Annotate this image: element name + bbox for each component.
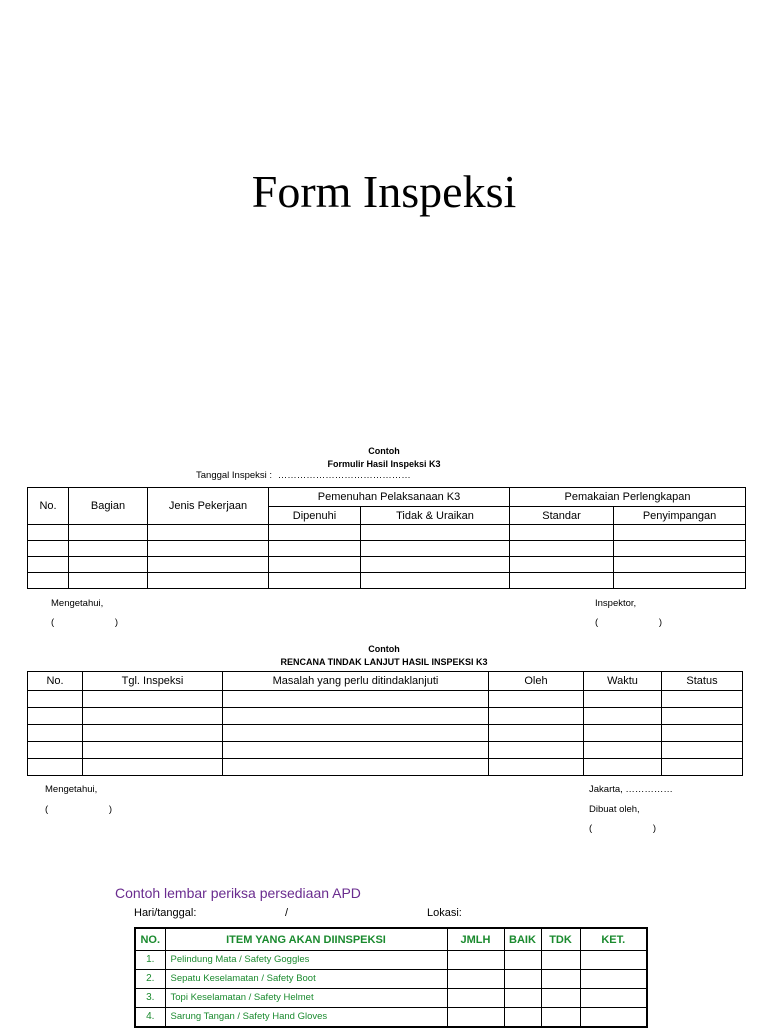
- inspection-result-table: [27, 487, 746, 589]
- cell[interactable]: [584, 759, 662, 776]
- cell-ket[interactable]: [580, 1008, 647, 1028]
- cell[interactable]: [28, 725, 83, 742]
- header-standar: Standar: [510, 507, 614, 525]
- cell-jmlh[interactable]: [447, 1008, 504, 1028]
- form1-inspektor-label: Inspektor,: [595, 598, 637, 609]
- form2-place-date: Jakarta, ……………: [589, 784, 673, 795]
- cell-jmlh[interactable]: [447, 951, 504, 970]
- cell[interactable]: [269, 557, 361, 573]
- header-no: NO.: [135, 928, 165, 951]
- header-jenis-pekerjaan: Jenis Pekerjaan: [148, 488, 269, 525]
- row-item: Sepatu Keselamatan / Safety Boot: [165, 970, 447, 989]
- cell[interactable]: [83, 691, 223, 708]
- cell[interactable]: [69, 525, 148, 541]
- cell[interactable]: [28, 557, 69, 573]
- cell[interactable]: [489, 708, 584, 725]
- header-tidak: Tidak & Uraikan: [361, 507, 510, 525]
- form1-title: Formulir Hasil Inspeksi K3: [327, 459, 441, 469]
- cell-baik[interactable]: [504, 989, 541, 1008]
- cell[interactable]: [510, 525, 614, 541]
- header-no: No.: [28, 488, 69, 525]
- cell[interactable]: [223, 708, 489, 725]
- cell[interactable]: [148, 541, 269, 557]
- table-row: [28, 525, 746, 541]
- table-row: [28, 708, 743, 725]
- table-row: [135, 970, 647, 989]
- cell[interactable]: [28, 708, 83, 725]
- header-ket: KET.: [580, 928, 647, 951]
- cell[interactable]: [223, 725, 489, 742]
- table-row: [28, 573, 746, 589]
- row-no: 4.: [135, 1008, 165, 1028]
- cell[interactable]: [28, 742, 83, 759]
- form1-mengetahui-label: Mengetahui,: [51, 598, 104, 609]
- header-pemakaian: Pemakaian Perlengkapan: [510, 488, 746, 507]
- form1-inspektor-signature: ( ): [595, 617, 663, 628]
- table-row: [28, 557, 746, 573]
- row-item: Topi Keselamatan / Safety Helmet: [165, 989, 447, 1008]
- header-penyimpangan: Penyimpangan: [614, 507, 746, 525]
- form1-caption: Contoh: [368, 446, 400, 456]
- row-no: 1.: [135, 951, 165, 970]
- apd-lokasi-label: Lokasi:: [427, 907, 462, 919]
- cell[interactable]: [614, 573, 746, 589]
- table-row: [135, 1008, 647, 1028]
- cell[interactable]: [83, 759, 223, 776]
- cell[interactable]: [28, 525, 69, 541]
- follow-up-plan-table: [27, 671, 743, 776]
- apd-checklist-table: [134, 927, 648, 1028]
- table-row: [28, 541, 746, 557]
- cell[interactable]: [28, 541, 69, 557]
- cell[interactable]: [223, 759, 489, 776]
- cell-ket[interactable]: [580, 970, 647, 989]
- cell[interactable]: [361, 525, 510, 541]
- cell[interactable]: [83, 725, 223, 742]
- header-waktu: Waktu: [584, 672, 662, 691]
- row-item: Sarung Tangan / Safety Hand Gloves: [165, 1008, 447, 1028]
- apd-date-separator: /: [285, 907, 289, 919]
- apd-hari-label: Hari/tanggal:: [134, 907, 197, 919]
- cell-ket[interactable]: [580, 951, 647, 970]
- row-item: Pelindung Mata / Safety Goggles: [165, 951, 447, 970]
- form1-mengetahui-signature: ( ): [51, 617, 119, 628]
- cell[interactable]: [510, 541, 614, 557]
- cell[interactable]: [510, 573, 614, 589]
- header-pemenuhan: Pemenuhan Pelaksanaan K3: [269, 488, 510, 507]
- cell[interactable]: [69, 557, 148, 573]
- cell[interactable]: [662, 708, 743, 725]
- cell[interactable]: [662, 759, 743, 776]
- cell[interactable]: [28, 759, 83, 776]
- cell[interactable]: [269, 541, 361, 557]
- cell[interactable]: [83, 708, 223, 725]
- header-tgl-inspeksi: Tgl. Inspeksi: [83, 672, 223, 691]
- cell[interactable]: [489, 691, 584, 708]
- cell[interactable]: [614, 525, 746, 541]
- cell[interactable]: [584, 742, 662, 759]
- cell[interactable]: [69, 541, 148, 557]
- cell[interactable]: [584, 725, 662, 742]
- cell[interactable]: [148, 573, 269, 589]
- table-row: [28, 725, 743, 742]
- form2-mengetahui-label: Mengetahui,: [45, 784, 98, 795]
- cell[interactable]: [83, 742, 223, 759]
- cell[interactable]: [662, 742, 743, 759]
- table-row: [28, 691, 743, 708]
- header-item: ITEM YANG AKAN DIINSPEKSI: [165, 928, 447, 951]
- cell-baik[interactable]: [504, 1008, 541, 1028]
- cell[interactable]: [510, 557, 614, 573]
- cell-jmlh[interactable]: [447, 970, 504, 989]
- cell[interactable]: [269, 525, 361, 541]
- header-tdk: TDK: [541, 928, 580, 951]
- table-row: [135, 951, 647, 970]
- cell-tdk[interactable]: [541, 1008, 580, 1028]
- cell-baik[interactable]: [504, 970, 541, 989]
- cell[interactable]: [69, 573, 148, 589]
- cell[interactable]: [489, 759, 584, 776]
- cell[interactable]: [361, 557, 510, 573]
- cell[interactable]: [361, 573, 510, 589]
- header-bagian: Bagian: [69, 488, 148, 525]
- cell[interactable]: [662, 725, 743, 742]
- page-title: Form Inspeksi: [251, 166, 517, 217]
- cell[interactable]: [223, 742, 489, 759]
- header-status: Status: [662, 672, 743, 691]
- form2-title: RENCANA TINDAK LANJUT HASIL INSPEKSI K3: [280, 657, 488, 667]
- header-dipenuhi: Dipenuhi: [269, 507, 361, 525]
- header-baik: BAIK: [504, 928, 541, 951]
- cell[interactable]: [614, 541, 746, 557]
- cell[interactable]: [361, 541, 510, 557]
- table-row: [135, 989, 647, 1008]
- cell[interactable]: [223, 691, 489, 708]
- cell[interactable]: [584, 708, 662, 725]
- cell[interactable]: [614, 557, 746, 573]
- apd-title: Contoh lembar periksa persediaan APD: [115, 885, 361, 901]
- cell[interactable]: [28, 691, 83, 708]
- cell-tdk[interactable]: [541, 951, 580, 970]
- cell-tdk[interactable]: [541, 989, 580, 1008]
- form1-date-value: ……………………………………: [277, 470, 411, 481]
- header-jmlh: JMLH: [447, 928, 504, 951]
- cell[interactable]: [148, 525, 269, 541]
- form2-mengetahui-signature: ( ): [45, 804, 113, 815]
- cell-baik[interactable]: [504, 951, 541, 970]
- table-row: [28, 742, 743, 759]
- cell[interactable]: [489, 725, 584, 742]
- cell-ket[interactable]: [580, 989, 647, 1008]
- header-no: No.: [28, 672, 83, 691]
- form2-dibuat-oleh-signature: ( ): [589, 823, 657, 834]
- form2-caption: Contoh: [368, 644, 400, 654]
- cell[interactable]: [584, 691, 662, 708]
- row-no: 3.: [135, 989, 165, 1008]
- table-row: [28, 759, 743, 776]
- row-no: 2.: [135, 970, 165, 989]
- cell[interactable]: [662, 691, 743, 708]
- cell[interactable]: [148, 557, 269, 573]
- form1-date-line: [196, 470, 411, 482]
- form1-date-label: Tanggal Inspeksi :: [196, 470, 273, 481]
- cell-tdk[interactable]: [541, 970, 580, 989]
- form2-dibuat-oleh-label: Dibuat oleh,: [589, 804, 640, 815]
- header-masalah: Masalah yang perlu ditindaklanjuti: [223, 672, 489, 691]
- cell[interactable]: [28, 573, 69, 589]
- header-oleh: Oleh: [489, 672, 584, 691]
- cell[interactable]: [489, 742, 584, 759]
- cell-jmlh[interactable]: [447, 989, 504, 1008]
- cell[interactable]: [269, 573, 361, 589]
